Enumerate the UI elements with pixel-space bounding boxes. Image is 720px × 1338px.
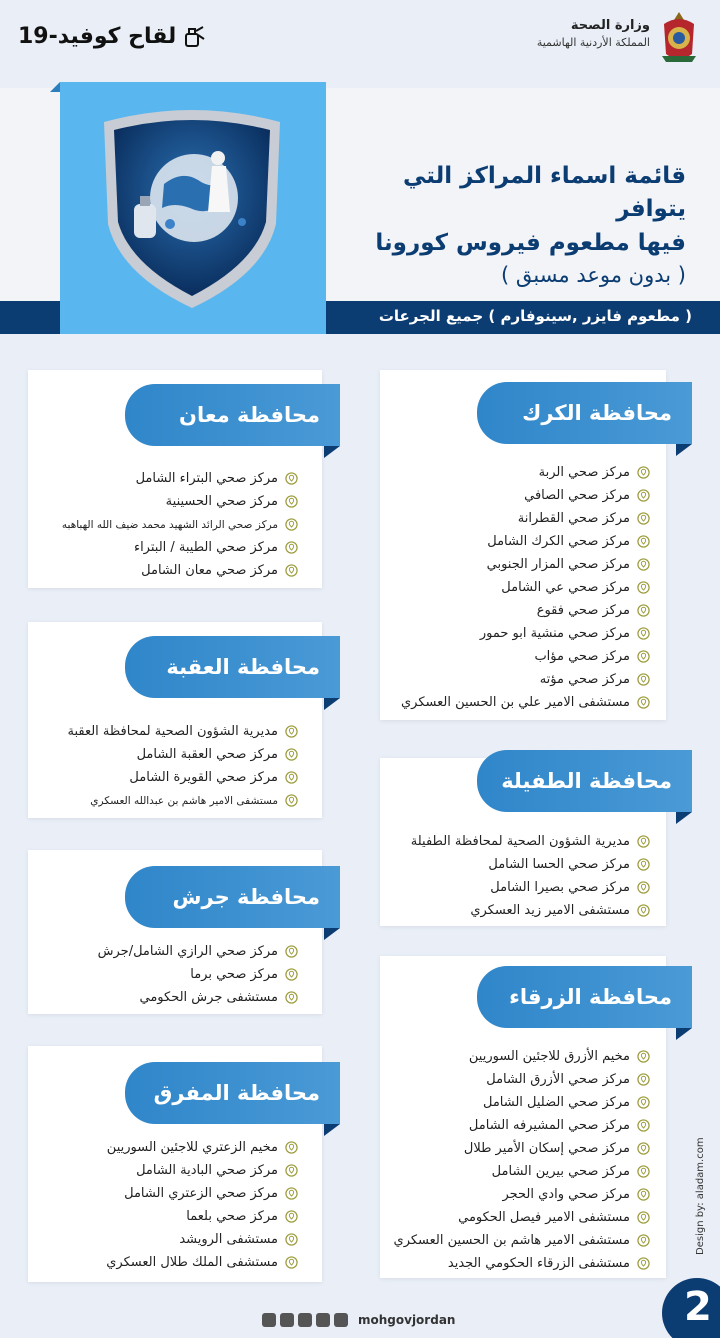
center-name: مركز صحي العقبة الشامل [136, 747, 278, 762]
location-pin-icon [637, 604, 650, 617]
location-pin-icon [285, 725, 298, 738]
list-item [394, 1137, 650, 1160]
center-name: مركز صحي الربة [538, 465, 630, 480]
center-name: مستشفى جرش الحكومي [139, 990, 278, 1005]
center-name: مستشفى الامير علي بن الحسين العسكري [401, 695, 630, 710]
center-name: مركز صحي الحسا الشامل [488, 857, 630, 872]
location-pin-icon [637, 904, 650, 917]
tab-fold [676, 444, 692, 456]
center-name: مركز صحي المشيرفه الشامل [468, 1118, 630, 1133]
location-pin-icon [285, 564, 298, 577]
location-pin-icon [637, 1073, 650, 1086]
location-pin-icon [637, 1234, 650, 1247]
list-item [67, 789, 298, 812]
tab-fold [324, 698, 340, 710]
center-name: مركز صحي منشية ابو حمور [479, 626, 630, 641]
instagram-icon[interactable] [316, 1313, 330, 1327]
center-name: مركز صحي بصيرا الشامل [490, 880, 630, 895]
hero-title-line3: ( بدون موعد مسبق ) [500, 263, 686, 288]
list-item [106, 1251, 298, 1274]
list-item [401, 645, 650, 668]
center-name: مخيم الأزرق للاجئين السوريين [468, 1049, 630, 1064]
list-item [401, 507, 650, 530]
list-item [62, 490, 298, 513]
center-name: مستشفى الامير هاشم بن الحسين العسكري [393, 1233, 630, 1248]
location-pin-icon [285, 968, 298, 981]
list-item [394, 1045, 650, 1068]
list-item [106, 1159, 298, 1182]
social-handle[interactable]: mohgovjordan [358, 1313, 456, 1327]
location-pin-icon [637, 1188, 650, 1201]
center-name: مركز صحي فقوع [536, 603, 630, 618]
list-item [98, 986, 298, 1009]
vaccine-types-text: ( مطعوم فايزر ,سينوفارم ) جميع الجرعات [378, 307, 692, 325]
center-name: مركز صحي الأزرق الشامل [486, 1072, 630, 1087]
list-item [67, 720, 298, 743]
location-pin-icon [285, 1233, 298, 1246]
tab-fold [324, 928, 340, 940]
list-item [411, 830, 650, 853]
list-item [106, 1205, 298, 1228]
center-name: مركز صحي مؤته [539, 672, 630, 687]
center-name: مركز صحي القويرة الشامل [129, 770, 278, 785]
list-item [67, 743, 298, 766]
list-item [394, 1068, 650, 1091]
facebook-icon[interactable] [280, 1313, 294, 1327]
ministry-subtitle: المملكة الأردنية الهاشمية [536, 36, 650, 49]
location-pin-icon [637, 627, 650, 640]
center-name: مركز صحي عي الشامل [501, 580, 630, 595]
center-name: مخيم الزعتري للاجئين السوريين [106, 1140, 278, 1155]
list-zarqa [394, 1045, 650, 1275]
location-pin-icon [637, 650, 650, 663]
page-number: 2 [662, 1278, 720, 1338]
location-pin-icon [285, 748, 298, 761]
location-pin-icon [637, 1165, 650, 1178]
telegram-icon[interactable] [334, 1313, 348, 1327]
hero-title [326, 160, 686, 290]
center-name: مركز صحي الحسينية [165, 494, 278, 509]
ministry-name: وزارة الصحة [570, 18, 650, 33]
center-name: مركز صحي البتراء الشامل [135, 471, 278, 486]
center-name: مديرية الشؤون الصحية لمحافظة العقبة [67, 724, 278, 739]
list-item [106, 1136, 298, 1159]
center-name: مركز صحي مؤاب [534, 649, 630, 664]
center-name: مركز صحي بلعما [186, 1209, 278, 1224]
center-name: مركز صحي القطرانة [517, 511, 630, 526]
list-item [394, 1183, 650, 1206]
jordan-emblem-icon [656, 10, 702, 66]
campaign-title [18, 24, 206, 49]
list-karak [401, 461, 650, 714]
center-name: مركز صحي إسكان الأمير طلال [463, 1141, 630, 1156]
center-name: مركز صحي برما [190, 967, 278, 982]
tab-fold [324, 446, 340, 458]
location-pin-icon [637, 581, 650, 594]
center-name: مركز صحي الرازي الشامل/جرش [97, 944, 278, 959]
location-pin-icon [637, 512, 650, 525]
center-name: مركز صحي وادي الحجر [502, 1187, 630, 1202]
list-item [401, 599, 650, 622]
list-item [401, 484, 650, 507]
location-pin-icon [285, 1141, 298, 1154]
list-item [401, 461, 650, 484]
location-pin-icon [637, 535, 650, 548]
center-name: مركز صحي البادية الشامل [136, 1163, 278, 1178]
list-item [411, 853, 650, 876]
location-pin-icon [285, 1256, 298, 1269]
web-icon[interactable] [262, 1313, 276, 1327]
twitter-icon[interactable] [298, 1313, 312, 1327]
list-item [62, 536, 298, 559]
list-aqaba [67, 720, 298, 812]
list-item [401, 530, 650, 553]
center-name: مركز صحي الرائد الشهيد محمد ضيف الله الهباهبه [61, 518, 278, 531]
center-name: مركز صحي المزار الجنوبي [486, 557, 630, 572]
location-pin-icon [285, 945, 298, 958]
list-item [67, 766, 298, 789]
location-pin-icon [285, 518, 298, 531]
location-pin-icon [285, 1210, 298, 1223]
tab-mafraq: محافظة المفرق [125, 1062, 340, 1124]
location-pin-icon [285, 541, 298, 554]
list-item [106, 1182, 298, 1205]
list-item [401, 622, 650, 645]
list-item [401, 691, 650, 714]
center-name: مستشفى الملك طلال العسكري [106, 1255, 278, 1270]
location-pin-icon [637, 673, 650, 686]
center-name: مركز صحي الضليل الشامل [482, 1095, 630, 1110]
tab-karak: محافظة الكرك [477, 382, 692, 444]
list-item [394, 1206, 650, 1229]
center-name: مركز صحي الصافي [524, 488, 630, 503]
center-name: مستشفى الرويشد [179, 1232, 278, 1247]
location-pin-icon [637, 696, 650, 709]
design-credit: Design by: aladam.com [695, 1137, 706, 1255]
list-item [394, 1252, 650, 1275]
list-item [401, 668, 650, 691]
list-maan [62, 467, 298, 582]
center-name: مستشفى الامير فيصل الحكومي [458, 1210, 630, 1225]
ministry-label [537, 18, 650, 49]
list-item [394, 1160, 650, 1183]
list-item [62, 513, 298, 536]
center-name: مستشفى الزرقاء الحكومي الجديد [447, 1256, 630, 1271]
list-item [98, 963, 298, 986]
list-item [394, 1114, 650, 1137]
location-pin-icon [637, 858, 650, 871]
location-pin-icon [285, 495, 298, 508]
campaign-text: لقاح كوفيد-19 [18, 24, 177, 49]
list-item [62, 467, 298, 490]
list-item [411, 899, 650, 922]
location-pin-icon [285, 771, 298, 784]
location-pin-icon [637, 1142, 650, 1155]
location-pin-icon [637, 881, 650, 894]
tab-zarqa: محافظة الزرقاء [477, 966, 692, 1028]
shield-globe-icon [94, 104, 290, 310]
center-name: مستشفى الامير زيد العسكري [470, 903, 630, 918]
location-pin-icon [285, 472, 298, 485]
location-pin-icon [285, 1187, 298, 1200]
list-item [62, 559, 298, 582]
list-item [394, 1091, 650, 1114]
location-pin-icon [637, 558, 650, 571]
list-item [98, 940, 298, 963]
location-pin-icon [637, 489, 650, 502]
location-pin-icon [285, 1164, 298, 1177]
center-name: مديرية الشؤون الصحية لمحافظة الطفيلة [410, 834, 630, 849]
tab-jerash: محافظة جرش [125, 866, 340, 928]
list-jerash [98, 940, 298, 1009]
tab-tafila: محافظة الطفيلة [477, 750, 692, 812]
center-name: مركز صحي الزعتري الشامل [124, 1186, 278, 1201]
location-pin-icon [637, 466, 650, 479]
tab-fold [324, 1124, 340, 1136]
center-name: مركز صحي الطيبة / البتراء [133, 540, 278, 555]
tab-maan: محافظة معان [125, 384, 340, 446]
list-item [401, 576, 650, 599]
tab-fold [676, 812, 692, 824]
center-name: مستشفى الامير هاشم بن عبدالله العسكري [90, 794, 278, 807]
list-item [394, 1229, 650, 1252]
hero-title-line2: فيها مطعوم فيروس كورونا [375, 229, 686, 256]
tab-fold [676, 1028, 692, 1040]
list-item [401, 553, 650, 576]
location-pin-icon [637, 1257, 650, 1270]
location-pin-icon [637, 1096, 650, 1109]
top-bar [0, 0, 720, 75]
list-tafila [411, 830, 650, 922]
list-item [411, 876, 650, 899]
center-name: مركز صحي معان الشامل [141, 563, 278, 578]
location-pin-icon [637, 835, 650, 848]
tab-aqaba: محافظة العقبة [125, 636, 340, 698]
footer-social [262, 1313, 455, 1327]
location-pin-icon [285, 991, 298, 1004]
center-name: مركز صحي بيرين الشامل [491, 1164, 630, 1179]
center-name: مركز صحي الكرك الشامل [487, 534, 630, 549]
list-mafraq [106, 1136, 298, 1274]
location-pin-icon [637, 1050, 650, 1063]
list-item [106, 1228, 298, 1251]
vaccine-icon [182, 25, 206, 49]
location-pin-icon [285, 794, 298, 807]
location-pin-icon [637, 1211, 650, 1224]
hero-title-line1: قائمة اسماء المراكز التي يتوافر [402, 163, 686, 223]
location-pin-icon [637, 1119, 650, 1132]
